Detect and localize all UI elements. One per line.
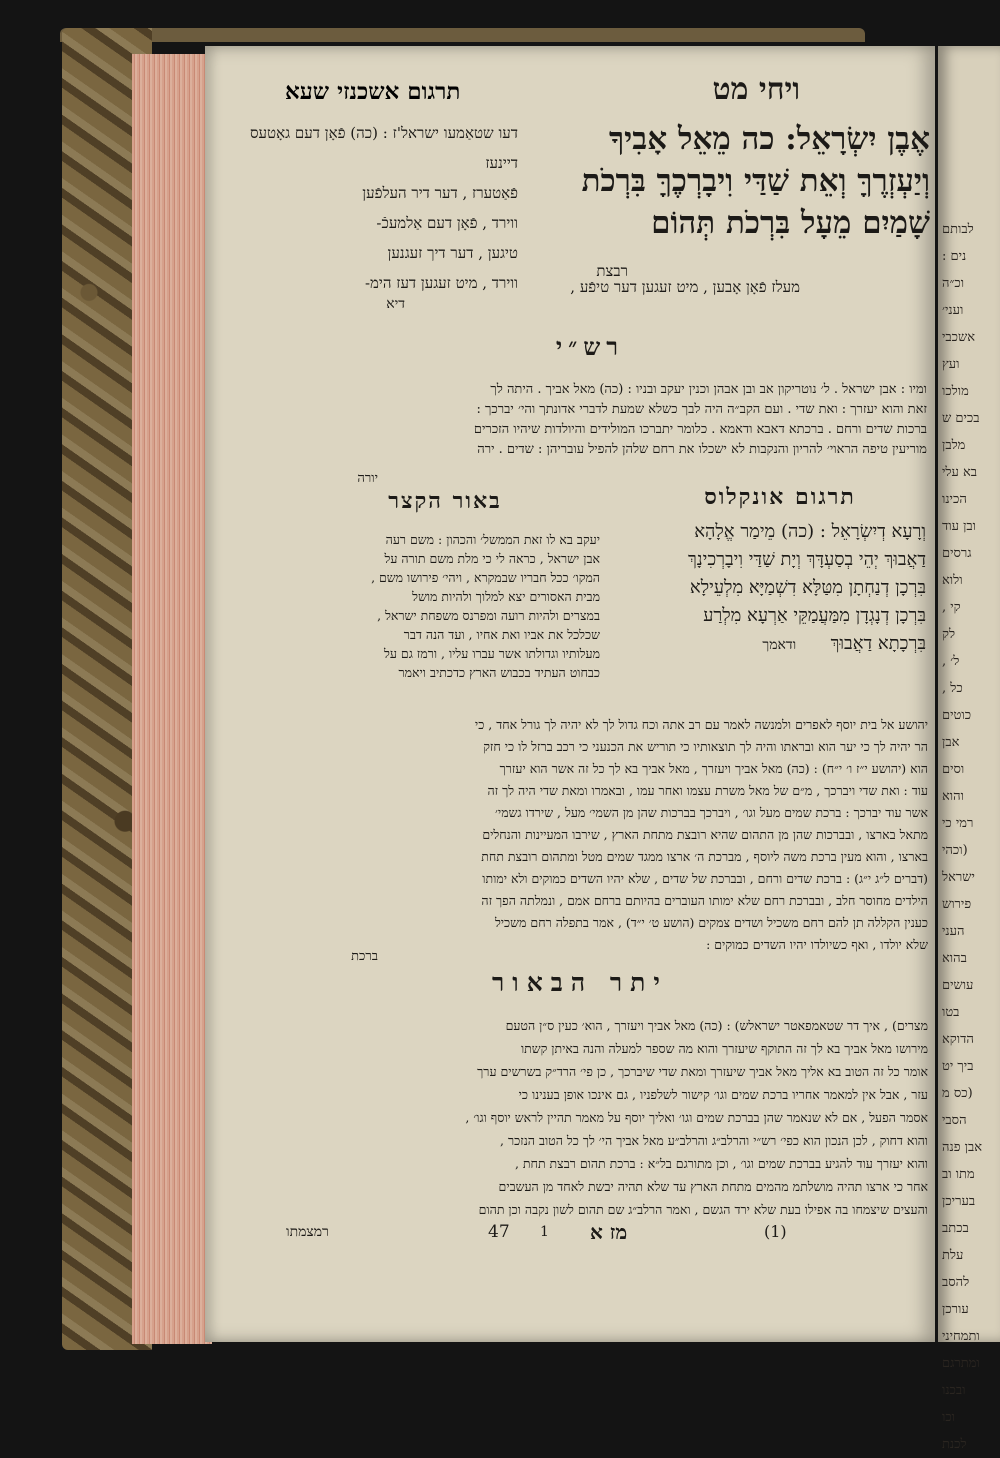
- next-page-line: כל ,: [942, 681, 963, 696]
- yiddish-line: דעו שטאַמעו ישראל'ז : (כה) פֿאָן דעם גאָטעס דיינעז: [250, 124, 518, 172]
- next-page-line: נים :: [942, 249, 967, 264]
- next-page-line: העני: [942, 924, 965, 939]
- yeter-line: והוא יעזרך עוד להגיע בברכת שמים וגו׳ , וכן מתורגם בל״א : ברכת תהום רבצת תחת ,: [514, 1156, 928, 1171]
- yiddish-line: פֿאַטערז , דער דיר העלפֿען: [362, 184, 518, 202]
- next-page-line: הכינו: [942, 492, 967, 507]
- onkelos-catchword: ודאמך: [762, 637, 797, 653]
- rashi-line: ומיו : אבן ישראל . ל׳ נוטריקון אב ובן אבהן וכנין יעקב ובניו : (כה) מאל אביך . היתה לך: [490, 382, 927, 397]
- yiddish-line: ווירד , פֿאָן דעם אַלמעכֿ-: [376, 214, 518, 232]
- next-page-line: ועני׳: [942, 303, 964, 318]
- next-page-line: לכנת: [942, 1437, 967, 1452]
- yeter-line: והוא דחוק , לכן הנכון הוא כפי׳ רש״י והרלב״ג והרלב״ע מאל אביך הי׳ לך כל הטוב הנזכר ,: [500, 1133, 928, 1148]
- footer-signature: מז א: [590, 1220, 628, 1244]
- yeter-line: מצרים) , איך דר שטאמפאטר ישראלש) : (כה) מאל אביך ויעזרך , הוא׳ כעין ס״ן הטעם: [505, 1018, 928, 1033]
- next-page-line: עושים: [942, 978, 974, 993]
- commentary-line: שלא יולדו , ואף כשיולדו יהיו השדים כמוקים :: [706, 937, 928, 952]
- verse-catchword: רבצת: [596, 262, 628, 280]
- onkelos-line: [608, 630, 926, 659]
- onkelos-line: דַאֲבוּךְ יְהֵי בְסַעְדָּךְ וְיָת שַׁדַּי וִיבָרְכִינָךְ: [687, 549, 926, 570]
- next-page-line: וכ״ה: [942, 276, 965, 291]
- verse-line: וְיַעְזְרֶךָּ וְאֵת שַׁדַּי וִיבָרְכֶךָּ בִּרְכֹת: [581, 163, 930, 199]
- biur-katzar-title: באור הקצר: [388, 488, 502, 514]
- commentary-catchword: ברכת: [351, 949, 378, 964]
- footer-mark: 1: [540, 1224, 549, 1240]
- next-page-line: ובכנו: [942, 1383, 966, 1398]
- next-page-line: ביך יט: [942, 1059, 974, 1074]
- biur-line: אבן ישראל , כראה לי כי מלת משם תורה על: [384, 551, 600, 566]
- page-number: 47: [488, 1222, 510, 1242]
- next-page-line: פירוש: [942, 897, 972, 912]
- biur-katzar-text: [262, 530, 600, 682]
- next-page-line: רמי כי: [942, 816, 974, 831]
- rashi-catchword: יורה: [357, 471, 378, 486]
- biur-line: מעלותיו וגדולתו אשר עברו עליו , ורמז גם על: [384, 646, 600, 661]
- next-page-line: (כס מ: [942, 1086, 973, 1101]
- next-page-line: בטו: [942, 1005, 960, 1020]
- next-page-line: ותמחיני: [942, 1329, 980, 1344]
- onkelos-text: [608, 518, 926, 659]
- book-cover-top: [60, 28, 865, 42]
- next-page-line: וסים: [942, 762, 965, 777]
- biur-line: במצרים ולהיות רועה ומפרנס משפחת ישראל ,: [377, 608, 600, 623]
- next-page-lines: [938, 46, 1000, 1458]
- next-page-strip: [938, 46, 1000, 1452]
- commentary-line: הוא (יהושע י״ז ו׳ י״ח) : (כה) מאל אביך ויעזרך , מאל אביך בא לך כל זה אשר הוא יעזרך: [499, 761, 928, 776]
- yiddish-translation: [250, 118, 518, 298]
- verse-line: שָׁמַיִם מֵעָל בִּרְכֹת תְּהוֹם: [651, 205, 930, 241]
- commentary-line: (דברים ל״ג י״ג) : ברכת שדים ורחם , ובברכת של שדים , שלא יהיו השדים כמוקים ולא ימותו: [482, 871, 928, 886]
- yeter-line: אחר כי ארצו תהיה מושלתמ מהמים מתחת הארץ עד שלא תהיה יבשת לאחד מן העשבים: [498, 1179, 928, 1194]
- yeter-line: עזר , אבל אין למאמר אחריו ברכת שמים וגו׳ קישור לשלפניו , גם אינכו אופן בענינו כי: [518, 1087, 928, 1102]
- biur-line: יעקב בא לו זאת הממשל׳ והכהון : משם רעה: [385, 532, 600, 547]
- biur-line: שכלכל את אביו ואת אחיו , ועד הנה דבר: [403, 627, 600, 642]
- next-page-line: (וכהי: [942, 843, 968, 858]
- page-edges: [132, 54, 212, 1344]
- onkelos-title: תרגום אונקלוס: [704, 484, 856, 510]
- rashi-line: מוריעין טיפה הראוי׳ להריון והנקבות לא ישכלו את רחם שלהן להפיל עובריהן : שדים . ירה: [477, 442, 927, 457]
- commentary-text: [238, 714, 928, 956]
- next-page-line: ל׳ ,: [942, 654, 960, 669]
- next-page-line: ובן עוד: [942, 519, 976, 534]
- biur-line: מבית האסורים יצא למלוך ולהיות מושל: [412, 589, 600, 604]
- next-page-line: ישראל: [942, 870, 975, 885]
- commentary-line: כענין הקללה תן להם רחם משכיל ושדים צמקים (הושע ט׳ י״ד) , אמר בתפלה רחם משכיל: [494, 915, 928, 930]
- footer-paren-mark: (1): [764, 1222, 787, 1241]
- next-page-line: בהוא: [942, 951, 967, 966]
- commentary-line: עוד : ואת שדי ויברכך , מ״ם של מאל משרת עצמו ואחר עמו , ובאמרו ומאת שדי היה לך זה: [487, 783, 928, 798]
- commentary-line: הר יהיה לך כי יער הוא ובראתו והיה לך תוצאותיו כי תוריש את הכנעני כי רכב ברזל לו כי חזק: [483, 739, 928, 754]
- next-page-line: מלבן: [942, 438, 966, 453]
- next-page-line: הסבי: [942, 1113, 967, 1128]
- commentary-line: בארצו , והוא מעין ברכת משה ליוסף , מברכת ה׳ ארצו ממגד שמים מטל ומתהום רובצת תחת: [481, 849, 928, 864]
- yeter-habiur-text: [238, 1014, 928, 1221]
- commentary-line: מתאל בארצו , ובברכות שהן מן התהום שהיא רובצת מתחת הארץ , שירבו המעיינות והנחלים: [482, 827, 928, 842]
- rashi-line: זאת והוא יעזרך : ואת שדי . ועם הקב״ה היה לבך כשלא שמעת לדברי אדונתך והי׳ יברכך :: [476, 402, 927, 417]
- biur-line: כבחוט העתיד בכבוש הארץ כדכתיב ויאמר: [398, 665, 600, 680]
- yeter-habiur-title: יתר הבאור: [492, 968, 668, 997]
- next-page-line: מתו וב: [942, 1167, 975, 1182]
- next-page-line: אבן פנה: [942, 1140, 983, 1155]
- commentary-line: יהושע אל בית יוסף לאפרים ולמנשה לאמר עם רב אתה וכח גדול לך לא יהיה לך גורל אחד , כי: [474, 717, 928, 732]
- verse-text: [522, 118, 930, 244]
- yiddish-line: ווירד , מיט זעגען דעז הימ-: [364, 274, 518, 292]
- next-page-line: בעריכן: [942, 1194, 976, 1209]
- rashi-line: ברכות שדים ורחם . ברכתא דאבא ודאמא . כלומר יתברכו המולידים והיולדות שיהיו הזכרים: [473, 422, 927, 437]
- next-page-line: ועץ: [942, 357, 960, 372]
- next-page-line: מולכו: [942, 384, 969, 399]
- rashi-title: רש״י: [555, 332, 625, 361]
- next-page-line: לבותם: [942, 222, 974, 237]
- next-page-line: גרסים: [942, 546, 972, 561]
- verse-line: אֶבֶן יִשְׂרָאֵל: כה מֵאֵל אָבִיךָ: [608, 121, 930, 157]
- next-page-line: עורכן: [942, 1302, 969, 1317]
- next-page-line: והוא: [942, 789, 964, 804]
- commentary-line: אשר עוד יברכך : ברכת שמים מעל וגו׳ , ויברכך בברכות שהן מן השמי׳ מעל , שירדו גשמי׳: [495, 805, 928, 820]
- yeter-line: אסמר הפעל , אם לא שנאמר שהן בברכת שמים וגו׳ ואליך יוסף על מאמר תהיין לראש יוסף וגו׳ ,: [465, 1110, 928, 1125]
- next-page-line: לק: [942, 627, 956, 642]
- next-page-line: אבן: [942, 735, 960, 750]
- next-page-line: בא עלי: [942, 465, 978, 480]
- running-header-targum: תרגום אשכנזי שעא: [285, 78, 461, 105]
- next-page-line: בכים ש: [942, 411, 980, 426]
- next-page-line: ומתרגם: [942, 1356, 980, 1371]
- yiddish-continuation: מעלז פֿאָן אָבען , מיט זעגען דער טיפֿע ,: [570, 278, 800, 296]
- next-page-line: אשכבי: [942, 330, 976, 345]
- onkelos-last-line: בִּרְכָתָא דַאֲבוּךְ: [830, 633, 926, 654]
- rashi-commentary: [245, 380, 927, 460]
- next-page-line: עלת: [942, 1248, 964, 1263]
- next-page-line: ולוא: [942, 573, 963, 588]
- biur-line: המקו׳ ככל חבריו שבמקרא , ויהי׳ פירושו משם ,: [371, 570, 600, 585]
- yeter-line: והעצים שיצמחו בה אפילו בעת שלא ירד הגשם , ואמר הרלב״ג שם תהום לשון נקבה וכן תהום: [478, 1202, 928, 1217]
- next-page-line: כוטים: [942, 708, 972, 723]
- next-page-line: וכו: [942, 1410, 956, 1425]
- yeter-line: אומר כל זה הטוב בא אליך מאל אביך שיעזרך ומאת שדי שיברכך , כן פי׳ הרד״ק בשרשים ערך: [477, 1064, 928, 1079]
- next-page-line: להסב: [942, 1275, 970, 1290]
- commentary-line: הילדים מחוסר חלב , ובברכת רחם שלא ימותו העוברים בהיותם ברחם אמם , ונמלתה הפך זה: [481, 893, 928, 908]
- onkelos-line: וְרָעָא דְיִשְׂרָאֵל : (כה) מֵימַר אֱלָהָא: [694, 521, 926, 542]
- yiddish-catchword: דיא: [386, 296, 405, 312]
- onkelos-line: בִּרְכָן דְנַחְתָן מִטַּלָּא דִשְׁמַיָּא מִלְעֵילָא: [689, 577, 926, 598]
- next-page-line: הדוקא: [942, 1032, 974, 1047]
- next-page-line: קי ,: [942, 600, 961, 615]
- next-page-line: בכתב: [942, 1221, 969, 1236]
- yiddish-line: טיגען , דער דיך זעגנען: [387, 244, 518, 262]
- running-header-parasha: ויחי מט: [712, 72, 800, 107]
- onkelos-line: בִּרְכָן דְנָגְדָן מִמַּעֲמַקֵּי אַרְעָא מִלְרַע: [703, 605, 926, 626]
- yeter-line: מירושו מאל אביך בא לך זה התוקף שיעזרך והוא מה שספר למעלה והנה באיתן קשתו: [520, 1041, 928, 1056]
- footer-catchword: רמצמתו: [286, 1224, 329, 1240]
